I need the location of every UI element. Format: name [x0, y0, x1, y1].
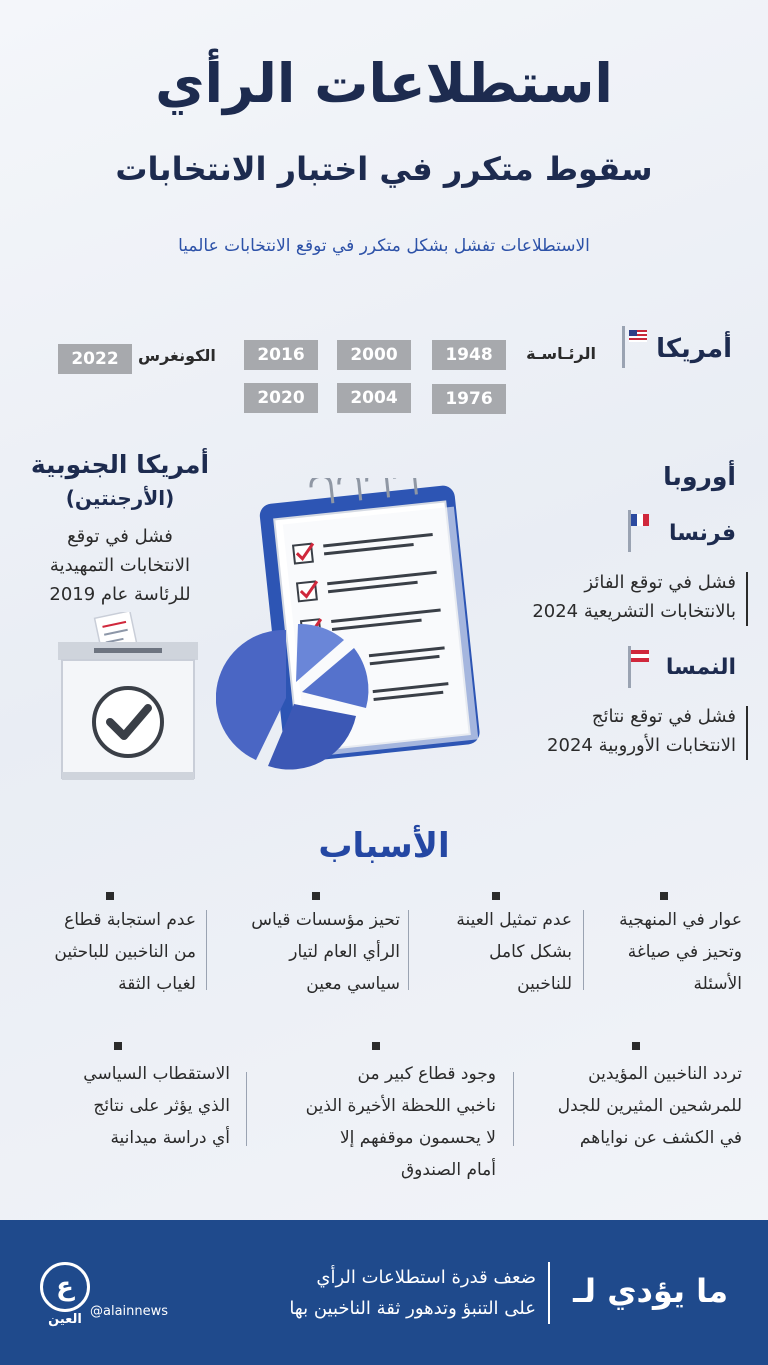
logo-icon: ع: [40, 1262, 90, 1312]
austria-text: فشل في توقع نتائج الانتخابات الأوروبية 2024: [547, 706, 736, 756]
logo-name: العين: [48, 1312, 82, 1327]
presidency-label: الرئـاسـة: [526, 344, 596, 363]
congress-label: الكونغرس: [138, 346, 216, 365]
year-badge: 2004: [337, 383, 411, 413]
france-divider: [746, 572, 748, 626]
us-flag-icon: [622, 326, 644, 370]
cause-separator: [513, 1072, 514, 1146]
south-america-label: أمريكا الجنوبية: [30, 450, 210, 479]
cause-bullet: [312, 892, 320, 900]
year-badge: 2022: [58, 344, 132, 374]
france-label: فرنسا: [669, 521, 736, 546]
year-badge: 1948: [432, 340, 506, 370]
footer-lead: ما يؤدي لـ: [573, 1272, 728, 1310]
footer-text: ضعف قدرة استطلاعات الرأي على التنبؤ وتدهور ثقة الناخبين بها: [289, 1267, 536, 1319]
logo: [40, 1262, 90, 1327]
pie-chart-icon: [216, 618, 386, 778]
cause-item: عدم استجابة قطاع من الناخبين للباحثين لغياب الثقة: [54, 910, 196, 994]
france-text: فشل في توقع الفائز بالانتخابات التشريعية 2024: [532, 572, 736, 622]
causes-title: الأسباب: [318, 826, 450, 866]
cause-bullet: [372, 1042, 380, 1050]
cause-item: وجود قطاع كبير من ناخبي اللحظة الأخيرة الذين لا يحسمون موقفهم إلا أمام الصندوق: [305, 1064, 496, 1180]
argentina-label: (الأرجنتين): [65, 486, 175, 510]
year-badge: 2000: [337, 340, 411, 370]
cause-separator: [206, 910, 207, 990]
argentina-text: فشل في توقع الانتخابات التمهيدية للرئاسة عام 2019: [49, 526, 191, 605]
cause-item: الاستقطاب السياسي الذي يؤثر على نتائج أي دراسة ميدانية: [83, 1064, 230, 1148]
austria-label: النمسا: [665, 655, 736, 680]
cause-separator: [583, 910, 584, 990]
page-title: استطلاعات الرأي: [155, 52, 613, 115]
cause-bullet: [492, 892, 500, 900]
footer-bar: [0, 1220, 768, 1365]
ballot-box-icon: [48, 612, 208, 792]
intro-text: الاستطلاعات تفشل بشكل متكرر في توقع الانتخابات عالميا: [178, 236, 590, 256]
social-handle: @alainnews: [90, 1304, 169, 1319]
cause-separator: [408, 910, 409, 990]
cause-bullet: [632, 1042, 640, 1050]
year-badge: 1976: [432, 384, 506, 414]
footer-divider: [548, 1262, 550, 1324]
austria-flag-icon: [628, 646, 650, 690]
cause-separator: [246, 1072, 247, 1146]
cause-bullet: [106, 892, 114, 900]
year-badge: 2020: [244, 383, 318, 413]
page-subtitle: سقوط متكرر في اختبار الانتخابات: [115, 150, 653, 188]
france-flag-icon: [628, 510, 650, 554]
austria-divider: [746, 706, 748, 760]
europe-label: أوروبا: [663, 462, 736, 491]
usa-label: أمريكا: [656, 334, 732, 364]
year-badge: 2016: [244, 340, 318, 370]
cause-item: تردد الناخبين المؤيدين للمرشحين المثيرين للجدل في الكشف عن نواياهم: [557, 1064, 742, 1148]
cause-bullet: [114, 1042, 122, 1050]
cause-item: عوار في المنهجية وتحيز في صياغة الأسئلة: [619, 910, 742, 994]
cause-item: تحيز مؤسسات قياس الرأي العام لتيار سياسي معين: [251, 910, 400, 994]
cause-item: عدم تمثيل العينة بشكل كامل للناخبين: [456, 910, 572, 994]
cause-bullet: [660, 892, 668, 900]
